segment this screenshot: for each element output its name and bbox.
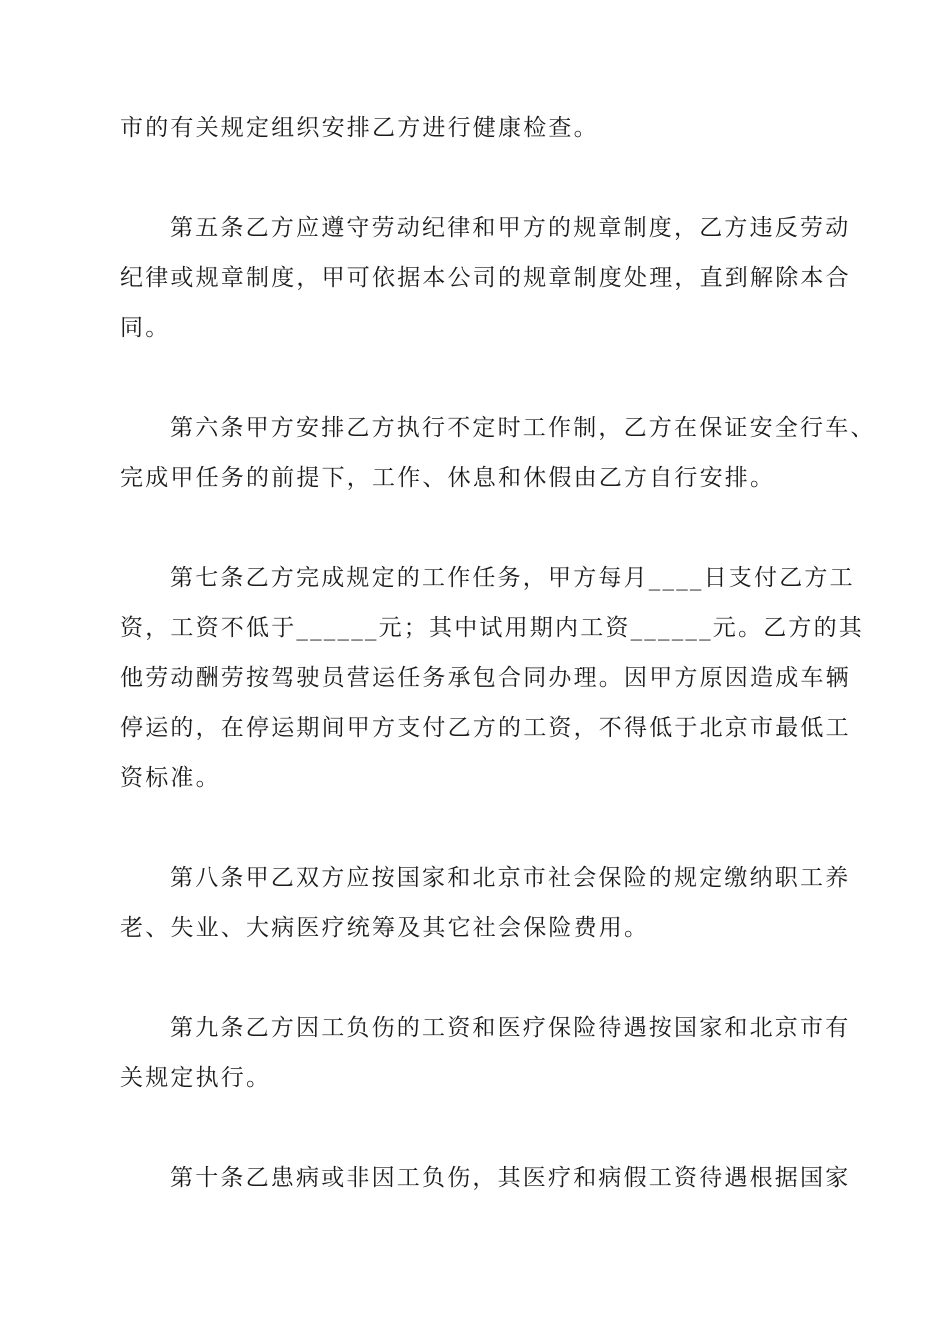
text-line: 纪律或规章制度，甲可依据本公司的规章制度处理，直到解除本合 [120, 265, 851, 291]
text-line: 停运的，在停运期间甲方支付乙方的工资，不得低于北京市最低工 [120, 715, 851, 741]
text-line: 第五条乙方应遵守劳动纪律和甲方的规章制度，乙方违反劳动 [170, 215, 851, 241]
paragraph-article-6 [120, 403, 876, 503]
paragraph-article-5 [120, 203, 851, 353]
text-line: 第七条乙方完成规定的工作任务，甲方每月____日支付乙方工 [170, 565, 855, 591]
text-line: 关规定执行。 [120, 1065, 272, 1091]
text-line: 他劳动酬劳按驾驶员营运任务承包合同办理。因甲方原因造成车辆 [120, 665, 851, 691]
paragraph-article-9 [120, 1003, 851, 1103]
text-line: 市的有关规定组织安排乙方进行健康检查。 [120, 115, 599, 141]
text-line: 完成甲任务的前提下，工作、休息和休假由乙方自行安排。 [120, 465, 776, 491]
text-line: 同。 [120, 315, 171, 341]
text-line: 资标准。 [120, 765, 221, 791]
paragraph-health-check-continued [120, 103, 832, 153]
text-line: 老、失业、大病医疗统筹及其它社会保险费用。 [120, 915, 650, 941]
text-line: 第十条乙患病或非因工负伤，其医疗和病假工资待遇根据国家 [170, 1165, 851, 1191]
paragraph-article-8 [120, 853, 851, 953]
text-line: 第六条甲方安排乙方执行不定时工作制，乙方在保证安全行车、 [170, 415, 876, 441]
paragraph-article-7 [120, 553, 864, 803]
text-line: 第九条乙方因工负伤的工资和医疗保险待遇按国家和北京市有 [170, 1015, 851, 1041]
text-line: 资，工资不低于______元；其中试用期内工资______元。乙方的其 [120, 615, 864, 641]
paragraph-article-10 [120, 1153, 851, 1203]
text-line: 第八条甲乙双方应按国家和北京市社会保险的规定缴纳职工养 [170, 865, 851, 891]
